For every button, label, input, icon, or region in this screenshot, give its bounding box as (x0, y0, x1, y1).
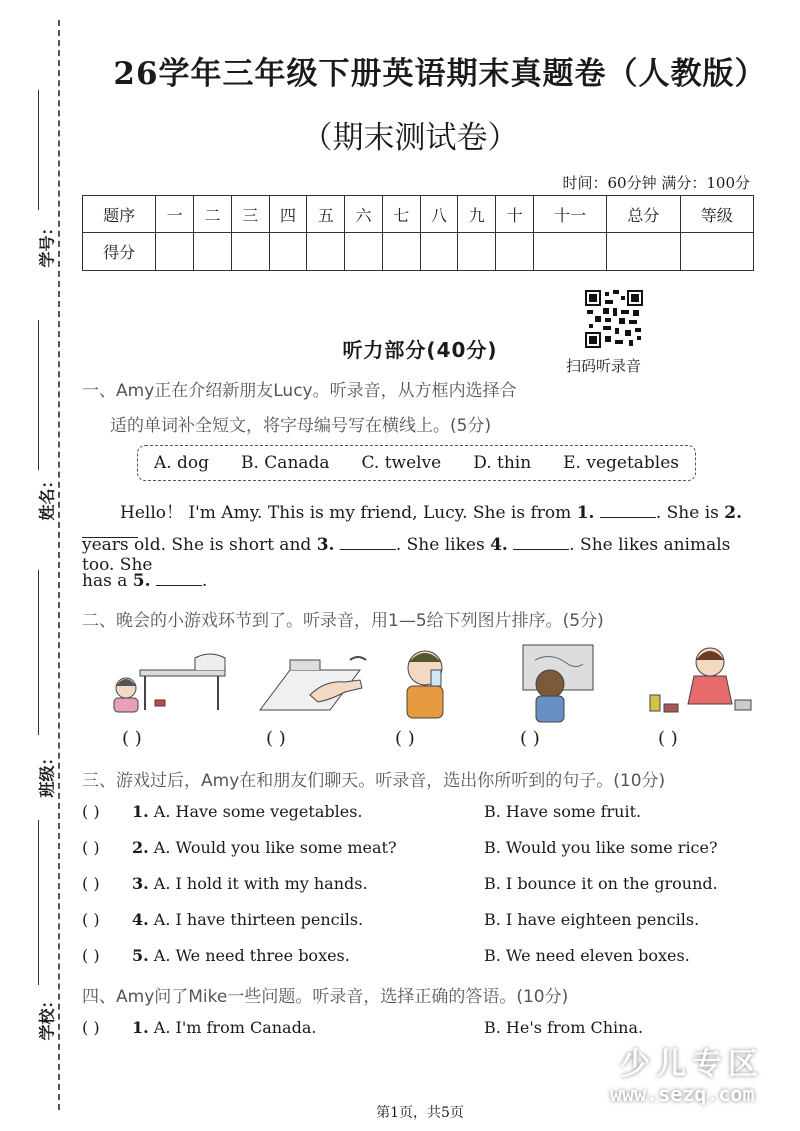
question-number: 5. (132, 946, 149, 965)
blank-3[interactable] (340, 535, 396, 550)
xuehao-label: 学号： (37, 219, 57, 268)
order-paren-3[interactable]: ( ) (395, 728, 415, 749)
page-subtitle: （期末测试卷） (301, 120, 519, 156)
passage-line3 (82, 571, 758, 591)
qr-label: 扫码听录音 (566, 357, 642, 375)
score-header: 六 (345, 196, 383, 233)
order-paren-5[interactable]: ( ) (658, 728, 678, 749)
blank-number: 2. (724, 503, 743, 523)
score-header: 九 (458, 196, 496, 233)
question-number: 1. (132, 802, 149, 821)
option-a[interactable] (132, 946, 350, 965)
question-number: 1. (132, 1018, 149, 1037)
question-number: 4. (132, 910, 149, 929)
option-b[interactable]: B. I bounce it on the ground. (484, 874, 718, 893)
blank-5[interactable] (156, 571, 202, 586)
watermark-url: www.sezq.com (610, 1082, 755, 1106)
score-row-label: 得分 (83, 233, 156, 271)
score-header: 总分 (607, 196, 680, 233)
binding-dashed-line (58, 20, 60, 1110)
sec2-title: 二、晚会的小游戏环节到了。听录音，用1—5给下列图片排序。(5分) (82, 611, 604, 631)
score-cell[interactable] (533, 233, 606, 271)
score-header: 七 (382, 196, 420, 233)
option-b[interactable]: B. I have eighteen pencils. (484, 910, 700, 929)
xuexiao-rule (38, 820, 39, 985)
order-paren-2[interactable]: ( ) (266, 728, 286, 749)
listening-heading: 听力部分(40分) (342, 338, 498, 362)
option-b[interactable]: B. We need eleven boxes. (484, 946, 690, 965)
word-options-box (137, 445, 696, 481)
blank-number: 5. (132, 571, 151, 591)
score-header: 四 (269, 196, 307, 233)
passage-text: . She likes (395, 535, 491, 555)
boy-at-board-picture (505, 640, 635, 725)
option-b[interactable]: B. Would you like some rice? (484, 838, 718, 857)
score-header: 五 (307, 196, 345, 233)
option-a-text: A. Would you like some meat? (148, 838, 397, 857)
answer-paren[interactable]: ( ) (82, 1018, 100, 1037)
watermark-logo-text: 少儿专区 (620, 1047, 764, 1082)
page-footer: 第1页，共5页 (376, 1105, 464, 1121)
banji-rule (38, 570, 39, 735)
sec1-title-line2: 适的单词补全短文，将字母编号写在横线上。(5分) (110, 416, 492, 436)
score-cell[interactable] (496, 233, 534, 271)
score-header: 二 (194, 196, 232, 233)
option-a-text: A. We need three boxes. (148, 946, 350, 965)
time-info: 时间：60分钟 满分：100分 (562, 174, 750, 192)
answer-paren[interactable]: ( ) (82, 910, 100, 929)
answer-paren[interactable]: ( ) (82, 802, 100, 821)
score-cell[interactable] (231, 233, 269, 271)
word-option: B. Canada (241, 453, 330, 473)
xuehao-rule (38, 90, 39, 210)
option-a[interactable] (132, 910, 363, 929)
score-header: 八 (420, 196, 458, 233)
sec1-title-line1: 一、Amy正在介绍新朋友Lucy。听录音，从方框内选择合 (82, 381, 517, 401)
score-header: 三 (231, 196, 269, 233)
answer-paren[interactable]: ( ) (82, 874, 100, 893)
score-table (82, 195, 754, 271)
option-a-text: A. I have thirteen pencils. (148, 910, 364, 929)
order-paren-1[interactable]: ( ) (122, 728, 142, 749)
xingming-label: 姓名： (37, 472, 57, 521)
score-header: 等级 (680, 196, 753, 233)
option-a[interactable] (132, 838, 397, 857)
passage-text: . She is (655, 503, 725, 523)
word-option: A. dog (153, 453, 210, 473)
option-a[interactable] (132, 802, 362, 821)
order-paren-4[interactable]: ( ) (520, 728, 540, 749)
question-number: 2. (132, 838, 149, 857)
answer-paren[interactable]: ( ) (82, 838, 100, 857)
score-cell[interactable] (382, 233, 420, 271)
banji-label: 班级： (37, 749, 57, 798)
score-header: 十 (496, 196, 534, 233)
sec4-title: 四、Amy问了Mike一些问题。听录音，选择正确的答语。(10分) (82, 987, 569, 1007)
blank-4[interactable] (513, 535, 569, 550)
option-b[interactable]: B. Have some fruit. (484, 802, 642, 821)
blank-number: 1. (576, 503, 595, 523)
score-cell[interactable] (345, 233, 383, 271)
option-a-text: A. Have some vegetables. (148, 802, 363, 821)
word-option: C. twelve (361, 453, 442, 473)
score-cell[interactable] (156, 233, 194, 271)
blank-number: 3. (316, 535, 335, 555)
score-cell[interactable] (680, 233, 753, 271)
passage-text: years old. She is short and (82, 535, 317, 555)
answer-paren[interactable]: ( ) (82, 946, 100, 965)
score-cell[interactable] (458, 233, 496, 271)
score-header: 一 (156, 196, 194, 233)
option-a[interactable] (132, 874, 368, 893)
question-number: 3. (132, 874, 149, 893)
score-cell[interactable] (194, 233, 232, 271)
score-cell[interactable] (307, 233, 345, 271)
score-cell[interactable] (607, 233, 680, 271)
passage-text: Hello！ I'm Amy. This is my friend, Lucy. She is from (120, 503, 577, 523)
score-cell[interactable] (269, 233, 307, 271)
blank-1[interactable] (600, 503, 656, 518)
hand-putting-picture (250, 640, 380, 725)
girl-under-table-picture (100, 640, 230, 725)
xuexiao-label: 学校： (37, 992, 57, 1041)
score-header: 题序 (83, 196, 156, 233)
girl-with-items-picture (640, 640, 770, 725)
score-header: 十一 (533, 196, 606, 233)
score-cell[interactable] (420, 233, 458, 271)
option-a-text: A. I hold it with my hands. (148, 874, 368, 893)
word-option: D. thin (473, 453, 532, 473)
boy-drinking-picture (375, 640, 505, 725)
passage-line2 (82, 535, 758, 575)
sec3-title: 三、游戏过后，Amy在和朋友们聊天。听录音，选出你所听到的句子。(10分) (82, 771, 666, 791)
passage-text: . (201, 571, 208, 591)
page-title: 26学年三年级下册英语期末真题卷（人教版） (113, 56, 767, 92)
passage-text: has a (82, 571, 133, 591)
option-a[interactable] (132, 1018, 316, 1037)
passage-text: . She likes animals too. She (82, 535, 731, 575)
blank-number: 4. (490, 535, 508, 555)
option-b[interactable]: B. He's from China. (484, 1018, 644, 1037)
option-a-text: A. I'm from Canada. (148, 1018, 317, 1037)
word-option: E. vegetables (563, 453, 680, 473)
